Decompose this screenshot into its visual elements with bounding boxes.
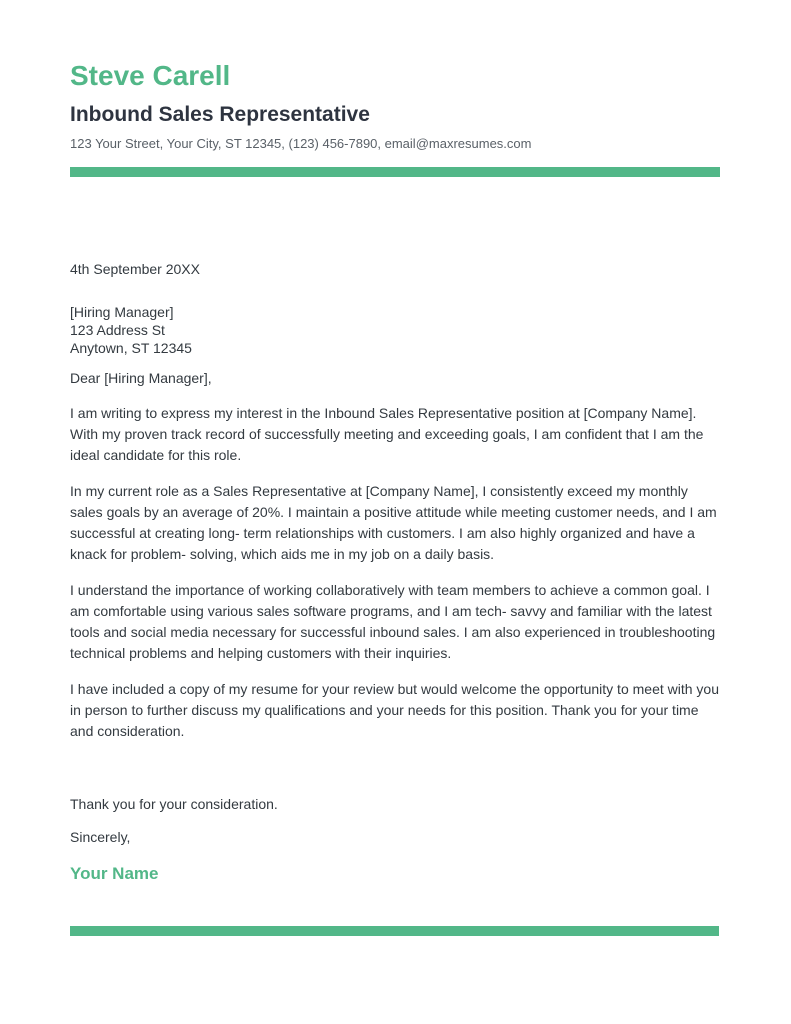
recipient-name: [Hiring Manager] [70,304,174,320]
contact-info: 123 Your Street, Your City, ST 12345, (123) 456-7890, email@maxresumes.com [70,136,532,151]
body-paragraph-2: In my current role as a Sales Representative at [Company Name], I consistently exceed my monthly sales goals by an average of 20%. I maintain a positive attitude while meeting customer needs, and I am successful at creating long- term relationships with customers. I am also highly organized and have a knack for problem- solving, which aids me in my job on a daily basis. [70,483,717,562]
applicant-name: Steve Carell [70,60,231,91]
body-paragraph-1: I am writing to express my interest in the Inbound Sales Representative position at [Company Name]. With my proven track record of successfully meeting and exceeding goals, I am confident that I am the ideal candidate for this role. [70,405,704,463]
body-paragraph-3: I understand the importance of working collaboratively with team members to achieve a common goal. I am comfortable using various sales software programs, and I am tech- savvy and familiar with the latest tools and social media necessary for successful inbound sales. I am also experienced in troubleshooting technical problems and helping customers with their inquiries. [70,582,716,661]
body-paragraph-4: I have included a copy of my resume for your review but would welcome the opportunity to meet with you in person to further discuss my qualifications and your needs for this position. Thank you for your time and consideration. [70,681,719,739]
recipient-address [70,303,192,357]
header-divider [70,167,720,177]
recipient-city: Anytown, ST 12345 [70,340,192,356]
recipient-street: 123 Address St [70,322,165,338]
job-title: Inbound Sales Representative [70,103,370,126]
footer-divider [70,926,719,936]
signature-name: Your Name [70,864,159,883]
letter-date: 4th September 20XX [70,261,200,277]
closing-thanks: Thank you for your consideration. [70,796,278,812]
salutation: Dear [Hiring Manager], [70,370,212,386]
closing-sincerely: Sincerely, [70,829,131,845]
cover-letter-page [70,0,720,1024]
letter-body [70,403,722,757]
